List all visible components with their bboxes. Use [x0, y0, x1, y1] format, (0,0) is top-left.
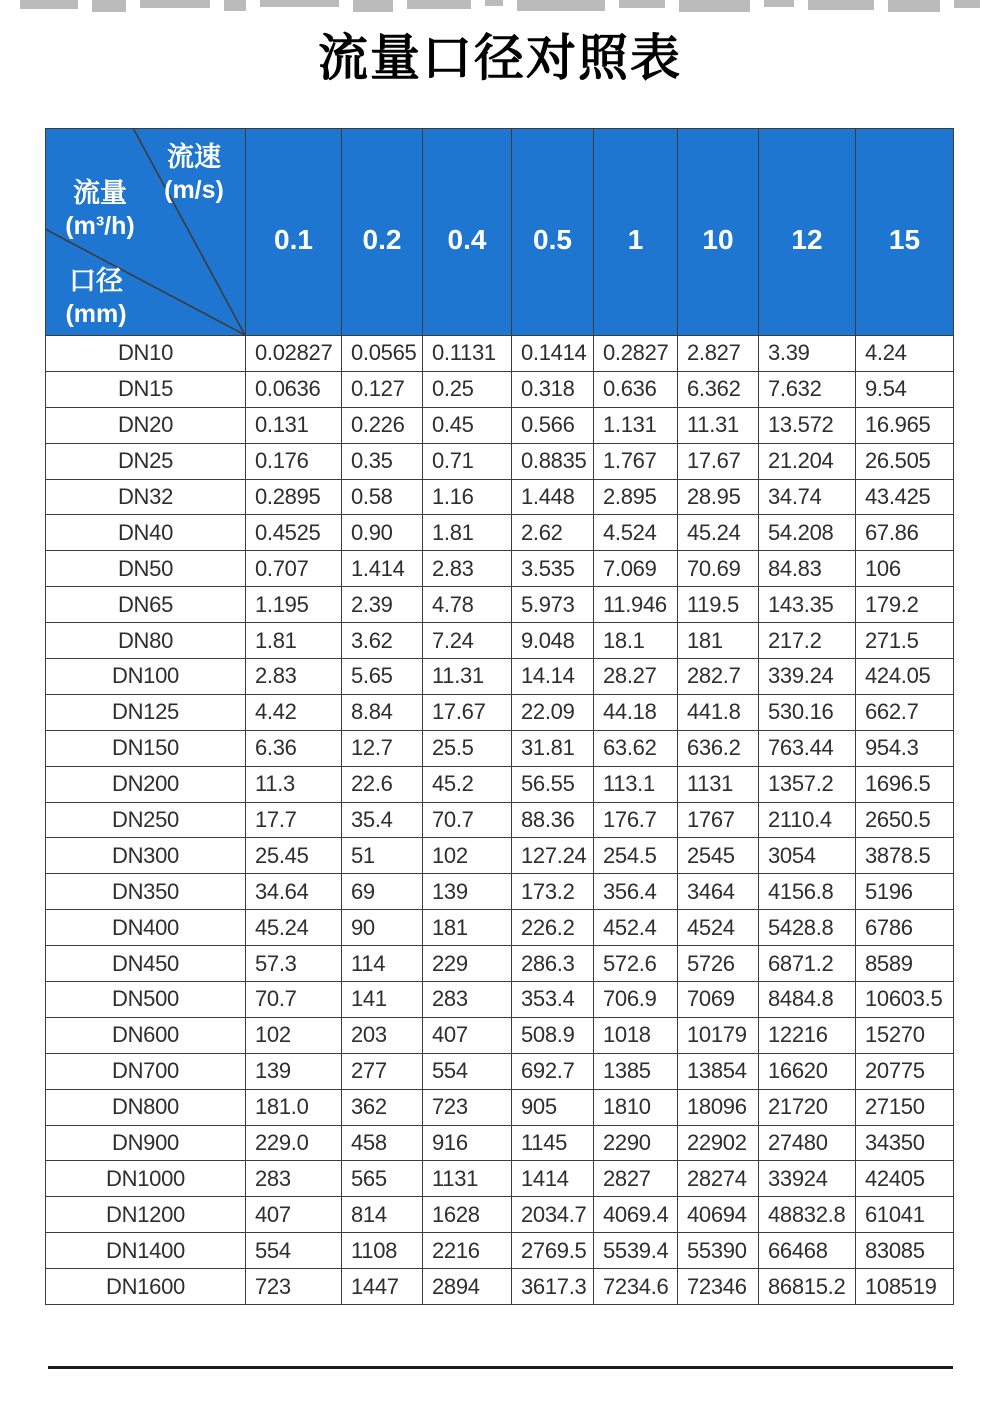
flow-value-cell: 1.767: [594, 443, 678, 479]
header-row: [46, 129, 954, 336]
flow-value-cell: 0.90: [342, 515, 423, 551]
flow-value-cell: 139: [423, 874, 512, 910]
flow-value-cell: 203: [342, 1017, 423, 1053]
flow-value-cell: 3878.5: [856, 838, 954, 874]
velocity-header-15: 15: [856, 129, 954, 336]
velocity-header-0.1: 0.1: [246, 129, 342, 336]
flow-value-cell: 286.3: [512, 946, 594, 982]
diameter-cell: DN250: [46, 802, 246, 838]
corner-cell: [46, 129, 246, 336]
diameter-cell: DN40: [46, 515, 246, 551]
flow-value-cell: 565: [342, 1161, 423, 1197]
flow-value-cell: 0.2895: [246, 479, 342, 515]
flow-value-cell: 57.3: [246, 946, 342, 982]
flow-value-cell: 3464: [678, 874, 759, 910]
flow-value-cell: 35.4: [342, 802, 423, 838]
flow-value-cell: 452.4: [594, 910, 678, 946]
flow-value-cell: 2894: [423, 1269, 512, 1305]
flow-value-cell: 1.195: [246, 587, 342, 623]
table-row-dn25: [46, 443, 954, 479]
flow-value-cell: 1414: [512, 1161, 594, 1197]
flow-value-cell: 113.1: [594, 766, 678, 802]
diameter-cell: DN300: [46, 838, 246, 874]
bottom-divider-line: [48, 1366, 953, 1369]
velocity-header-0.5: 0.5: [512, 129, 594, 336]
flow-value-cell: 763.44: [759, 730, 856, 766]
flow-value-cell: 14.14: [512, 659, 594, 695]
velocity-label-text: 流速: [167, 142, 221, 172]
flow-value-cell: 48832.8: [759, 1197, 856, 1233]
flow-value-cell: 61041: [856, 1197, 954, 1233]
flow-value-cell: 0.566: [512, 407, 594, 443]
flow-value-cell: 339.24: [759, 659, 856, 695]
flow-value-cell: 2290: [594, 1125, 678, 1161]
flow-value-cell: 0.2827: [594, 336, 678, 372]
flow-value-cell: 1447: [342, 1269, 423, 1305]
flow-value-cell: 283: [423, 982, 512, 1018]
flow-value-cell: 229.0: [246, 1125, 342, 1161]
flow-value-cell: 0.226: [342, 407, 423, 443]
table-row-dn1200: [46, 1197, 954, 1233]
flow-value-cell: 27150: [856, 1089, 954, 1125]
velocity-header-1: 1: [594, 129, 678, 336]
flow-value-cell: 8484.8: [759, 982, 856, 1018]
table-row-dn100: [46, 659, 954, 695]
table-row-dn15: [46, 371, 954, 407]
table-row-dn50: [46, 551, 954, 587]
diameter-cell: DN65: [46, 587, 246, 623]
diameter-cell: DN150: [46, 730, 246, 766]
flow-value-cell: 1628: [423, 1197, 512, 1233]
top-cropped-text-artifact: [20, 0, 980, 13]
flow-value-cell: 28.27: [594, 659, 678, 695]
table-row-dn10: [46, 336, 954, 372]
flow-value-cell: 6871.2: [759, 946, 856, 982]
table-row-dn65: [46, 587, 954, 623]
flow-value-cell: 90: [342, 910, 423, 946]
flow-value-cell: 226.2: [512, 910, 594, 946]
flow-value-cell: 353.4: [512, 982, 594, 1018]
flow-value-cell: 102: [423, 838, 512, 874]
diameter-cell: DN1600: [46, 1269, 246, 1305]
flow-value-cell: 88.36: [512, 802, 594, 838]
flow-value-cell: 0.58: [342, 479, 423, 515]
flow-value-cell: 10179: [678, 1017, 759, 1053]
flow-value-cell: 0.318: [512, 371, 594, 407]
diameter-cell: DN50: [46, 551, 246, 587]
flow-value-cell: 8589: [856, 946, 954, 982]
flow-value-cell: 4156.8: [759, 874, 856, 910]
flow-value-cell: 8.84: [342, 694, 423, 730]
flow-value-cell: 1.448: [512, 479, 594, 515]
diameter-cell: DN800: [46, 1089, 246, 1125]
flow-value-cell: 0.45: [423, 407, 512, 443]
flow-value-cell: 6786: [856, 910, 954, 946]
flow-value-cell: 1131: [678, 766, 759, 802]
flow-value-cell: 28274: [678, 1161, 759, 1197]
flow-value-cell: 13.572: [759, 407, 856, 443]
flow-value-cell: 11.946: [594, 587, 678, 623]
diameter-cell: DN80: [46, 623, 246, 659]
flow-value-cell: 916: [423, 1125, 512, 1161]
table-row-dn450: [46, 946, 954, 982]
flow-value-cell: 26.505: [856, 443, 954, 479]
flow-value-cell: 5.973: [512, 587, 594, 623]
velocity-header-0.4: 0.4: [423, 129, 512, 336]
flow-value-cell: 102: [246, 1017, 342, 1053]
flow-value-cell: 16.965: [856, 407, 954, 443]
flow-value-cell: 508.9: [512, 1017, 594, 1053]
table-row-dn350: [46, 874, 954, 910]
flow-value-cell: 34350: [856, 1125, 954, 1161]
flow-value-cell: 67.86: [856, 515, 954, 551]
flow-value-cell: 141: [342, 982, 423, 1018]
diameter-cell: DN700: [46, 1053, 246, 1089]
table-row-dn600: [46, 1017, 954, 1053]
flow-value-cell: 45.2: [423, 766, 512, 802]
flow-label-text: 流量: [73, 178, 127, 208]
table-row-dn1600: [46, 1269, 954, 1305]
diameter-cell: DN350: [46, 874, 246, 910]
flow-value-cell: 458: [342, 1125, 423, 1161]
flow-value-cell: 17.7: [246, 802, 342, 838]
flow-value-cell: 10603.5: [856, 982, 954, 1018]
flow-value-cell: 1131: [423, 1161, 512, 1197]
diameter-cell: DN600: [46, 1017, 246, 1053]
flow-value-cell: 11.3: [246, 766, 342, 802]
flow-value-cell: 1696.5: [856, 766, 954, 802]
flow-value-cell: 954.3: [856, 730, 954, 766]
flow-value-cell: 33924: [759, 1161, 856, 1197]
flow-value-cell: 0.25: [423, 371, 512, 407]
flow-value-cell: 181: [678, 623, 759, 659]
flow-value-cell: 34.64: [246, 874, 342, 910]
flow-value-cell: 3.535: [512, 551, 594, 587]
flow-value-cell: 114: [342, 946, 423, 982]
table-row-dn150: [46, 730, 954, 766]
flow-value-cell: 5428.8: [759, 910, 856, 946]
flow-value-cell: 9.54: [856, 371, 954, 407]
flow-value-cell: 31.81: [512, 730, 594, 766]
flow-value-cell: 63.62: [594, 730, 678, 766]
flow-value-cell: 7.632: [759, 371, 856, 407]
flow-value-cell: 9.048: [512, 623, 594, 659]
flow-value-cell: 119.5: [678, 587, 759, 623]
diameter-cell: DN32: [46, 479, 246, 515]
flow-value-cell: 441.8: [678, 694, 759, 730]
flow-value-cell: 143.35: [759, 587, 856, 623]
flow-value-cell: 2.827: [678, 336, 759, 372]
flow-value-cell: 530.16: [759, 694, 856, 730]
flow-value-cell: 1108: [342, 1233, 423, 1269]
flow-value-cell: 86815.2: [759, 1269, 856, 1305]
flow-value-cell: 692.7: [512, 1053, 594, 1089]
flow-value-cell: 0.1131: [423, 336, 512, 372]
flow-value-cell: 362: [342, 1089, 423, 1125]
flow-value-cell: 4.42: [246, 694, 342, 730]
flow-value-cell: 2827: [594, 1161, 678, 1197]
table-row-dn200: [46, 766, 954, 802]
flow-value-cell: 217.2: [759, 623, 856, 659]
flow-value-cell: 282.7: [678, 659, 759, 695]
flow-value-cell: 814: [342, 1197, 423, 1233]
flow-value-cell: 0.131: [246, 407, 342, 443]
flow-value-cell: 44.18: [594, 694, 678, 730]
flow-value-cell: 636.2: [678, 730, 759, 766]
flow-value-cell: 22902: [678, 1125, 759, 1161]
flow-value-cell: 25.45: [246, 838, 342, 874]
flow-value-cell: 1.131: [594, 407, 678, 443]
flow-unit-text: (m³/h): [65, 211, 135, 240]
flow-value-cell: 106: [856, 551, 954, 587]
diameter-cell: DN1400: [46, 1233, 246, 1269]
flow-value-cell: 662.7: [856, 694, 954, 730]
flow-value-cell: 16620: [759, 1053, 856, 1089]
flow-value-cell: 108519: [856, 1269, 954, 1305]
flow-value-cell: 407: [246, 1197, 342, 1233]
flow-value-cell: 0.127: [342, 371, 423, 407]
corner-label-flow: [48, 177, 152, 242]
flow-value-cell: 3617.3: [512, 1269, 594, 1305]
flow-value-cell: 271.5: [856, 623, 954, 659]
flow-value-cell: 45.24: [678, 515, 759, 551]
flow-value-cell: 0.707: [246, 551, 342, 587]
flow-value-cell: 25.5: [423, 730, 512, 766]
diameter-unit-text: (mm): [65, 299, 127, 328]
diameter-cell: DN125: [46, 694, 246, 730]
diameter-cell: DN10: [46, 336, 246, 372]
flow-value-cell: 0.1414: [512, 336, 594, 372]
flow-value-cell: 83085: [856, 1233, 954, 1269]
flow-value-cell: 4524: [678, 910, 759, 946]
table-row-dn250: [46, 802, 954, 838]
flow-value-cell: 1767: [678, 802, 759, 838]
flow-value-cell: 0.35: [342, 443, 423, 479]
diameter-label-text: 口径: [69, 266, 123, 296]
flow-value-cell: 4.24: [856, 336, 954, 372]
flow-value-cell: 2034.7: [512, 1197, 594, 1233]
flow-value-cell: 18.1: [594, 623, 678, 659]
flow-value-cell: 2.62: [512, 515, 594, 551]
flow-value-cell: 69: [342, 874, 423, 910]
corner-label-velocity: [146, 141, 242, 206]
flow-value-cell: 0.176: [246, 443, 342, 479]
flow-value-cell: 407: [423, 1017, 512, 1053]
flow-value-cell: 6.36: [246, 730, 342, 766]
flow-value-cell: 0.4525: [246, 515, 342, 551]
table-row-dn125: [46, 694, 954, 730]
flow-value-cell: 7.24: [423, 623, 512, 659]
table-row-dn500: [46, 982, 954, 1018]
velocity-header-10: 10: [678, 129, 759, 336]
flow-value-cell: 1.81: [246, 623, 342, 659]
table-row-dn32: [46, 479, 954, 515]
flow-value-cell: 4.524: [594, 515, 678, 551]
flow-value-cell: 572.6: [594, 946, 678, 982]
flow-value-cell: 706.9: [594, 982, 678, 1018]
table-row-dn40: [46, 515, 954, 551]
table-row-dn400: [46, 910, 954, 946]
flow-value-cell: 723: [246, 1269, 342, 1305]
table-row-dn1400: [46, 1233, 954, 1269]
flow-value-cell: 179.2: [856, 587, 954, 623]
flow-value-cell: 1385: [594, 1053, 678, 1089]
flow-value-cell: 5726: [678, 946, 759, 982]
flow-value-cell: 283: [246, 1161, 342, 1197]
flow-value-cell: 2.83: [246, 659, 342, 695]
table-row-dn800: [46, 1089, 954, 1125]
flow-value-cell: 22.09: [512, 694, 594, 730]
flow-value-cell: 4.78: [423, 587, 512, 623]
flow-value-cell: 2.83: [423, 551, 512, 587]
flow-value-cell: 905: [512, 1089, 594, 1125]
diameter-cell: DN1000: [46, 1161, 246, 1197]
flow-value-cell: 40694: [678, 1197, 759, 1233]
flow-value-cell: 21.204: [759, 443, 856, 479]
flow-diameter-table: [45, 128, 954, 1305]
flow-value-cell: 1.16: [423, 479, 512, 515]
flow-value-cell: 34.74: [759, 479, 856, 515]
flow-value-cell: 42405: [856, 1161, 954, 1197]
flow-value-cell: 0.8835: [512, 443, 594, 479]
flow-value-cell: 1.81: [423, 515, 512, 551]
table-row-dn300: [46, 838, 954, 874]
flow-value-cell: 21720: [759, 1089, 856, 1125]
flow-value-cell: 7069: [678, 982, 759, 1018]
velocity-header-12: 12: [759, 129, 856, 336]
flow-value-cell: 70.7: [246, 982, 342, 1018]
flow-value-cell: 43.425: [856, 479, 954, 515]
flow-value-cell: 2216: [423, 1233, 512, 1269]
flow-value-cell: 2650.5: [856, 802, 954, 838]
flow-value-cell: 2.895: [594, 479, 678, 515]
diameter-cell: DN100: [46, 659, 246, 695]
flow-value-cell: 4069.4: [594, 1197, 678, 1233]
flow-value-cell: 1810: [594, 1089, 678, 1125]
flow-value-cell: 12.7: [342, 730, 423, 766]
diameter-cell: DN1200: [46, 1197, 246, 1233]
flow-value-cell: 11.31: [423, 659, 512, 695]
flow-value-cell: 11.31: [678, 407, 759, 443]
flow-value-cell: 1018: [594, 1017, 678, 1053]
flow-value-cell: 176.7: [594, 802, 678, 838]
flow-value-cell: 17.67: [678, 443, 759, 479]
velocity-unit-text: (m/s): [164, 175, 224, 204]
flow-value-cell: 6.362: [678, 371, 759, 407]
flow-value-cell: 181: [423, 910, 512, 946]
flow-value-cell: 0.02827: [246, 336, 342, 372]
table-row-dn1000: [46, 1161, 954, 1197]
flow-value-cell: 181.0: [246, 1089, 342, 1125]
flow-value-cell: 554: [246, 1233, 342, 1269]
diameter-cell: DN900: [46, 1125, 246, 1161]
flow-value-cell: 51: [342, 838, 423, 874]
flow-value-cell: 72346: [678, 1269, 759, 1305]
flow-value-cell: 56.55: [512, 766, 594, 802]
flow-value-cell: 7234.6: [594, 1269, 678, 1305]
flow-value-cell: 84.83: [759, 551, 856, 587]
flow-value-cell: 2.39: [342, 587, 423, 623]
flow-value-cell: 2110.4: [759, 802, 856, 838]
flow-value-cell: 229: [423, 946, 512, 982]
diameter-cell: DN200: [46, 766, 246, 802]
flow-value-cell: 2545: [678, 838, 759, 874]
flow-value-cell: 277: [342, 1053, 423, 1089]
flow-value-cell: 1145: [512, 1125, 594, 1161]
velocity-header-0.2: 0.2: [342, 129, 423, 336]
diameter-cell: DN400: [46, 910, 246, 946]
flow-value-cell: 356.4: [594, 874, 678, 910]
flow-value-cell: 0.0636: [246, 371, 342, 407]
flow-value-cell: 3.39: [759, 336, 856, 372]
flow-value-cell: 127.24: [512, 838, 594, 874]
page-title: 流量口径对照表: [318, 30, 682, 86]
flow-value-cell: 3.62: [342, 623, 423, 659]
diameter-cell: DN25: [46, 443, 246, 479]
diameter-cell: DN15: [46, 371, 246, 407]
flow-value-cell: 70.7: [423, 802, 512, 838]
flow-value-cell: 17.67: [423, 694, 512, 730]
flow-value-cell: 0.0565: [342, 336, 423, 372]
flow-value-cell: 254.5: [594, 838, 678, 874]
flow-value-cell: 20775: [856, 1053, 954, 1089]
flow-value-cell: 723: [423, 1089, 512, 1125]
flow-value-cell: 5196: [856, 874, 954, 910]
flow-value-cell: 3054: [759, 838, 856, 874]
flow-value-cell: 2769.5: [512, 1233, 594, 1269]
flow-value-cell: 12216: [759, 1017, 856, 1053]
table-row-dn80: [46, 623, 954, 659]
flow-value-cell: 18096: [678, 1089, 759, 1125]
table-row-dn700: [46, 1053, 954, 1089]
flow-value-cell: 66468: [759, 1233, 856, 1269]
flow-value-cell: 1.414: [342, 551, 423, 587]
flow-value-cell: 5.65: [342, 659, 423, 695]
diameter-cell: DN450: [46, 946, 246, 982]
flow-value-cell: 173.2: [512, 874, 594, 910]
flow-value-cell: 7.069: [594, 551, 678, 587]
flow-value-cell: 28.95: [678, 479, 759, 515]
diameter-cell: DN20: [46, 407, 246, 443]
flow-value-cell: 0.636: [594, 371, 678, 407]
flow-value-cell: 424.05: [856, 659, 954, 695]
corner-label-diameter: [48, 265, 144, 330]
flow-value-cell: 0.71: [423, 443, 512, 479]
flow-value-cell: 45.24: [246, 910, 342, 946]
flow-value-cell: 139: [246, 1053, 342, 1089]
flow-value-cell: 554: [423, 1053, 512, 1089]
diameter-cell: DN500: [46, 982, 246, 1018]
flow-value-cell: 55390: [678, 1233, 759, 1269]
flow-value-cell: 1357.2: [759, 766, 856, 802]
flow-value-cell: 5539.4: [594, 1233, 678, 1269]
flow-value-cell: 54.208: [759, 515, 856, 551]
table-row-dn900: [46, 1125, 954, 1161]
table-row-dn20: [46, 407, 954, 443]
flow-value-cell: 15270: [856, 1017, 954, 1053]
flow-value-cell: 27480: [759, 1125, 856, 1161]
flow-value-cell: 13854: [678, 1053, 759, 1089]
flow-value-cell: 70.69: [678, 551, 759, 587]
flow-value-cell: 22.6: [342, 766, 423, 802]
